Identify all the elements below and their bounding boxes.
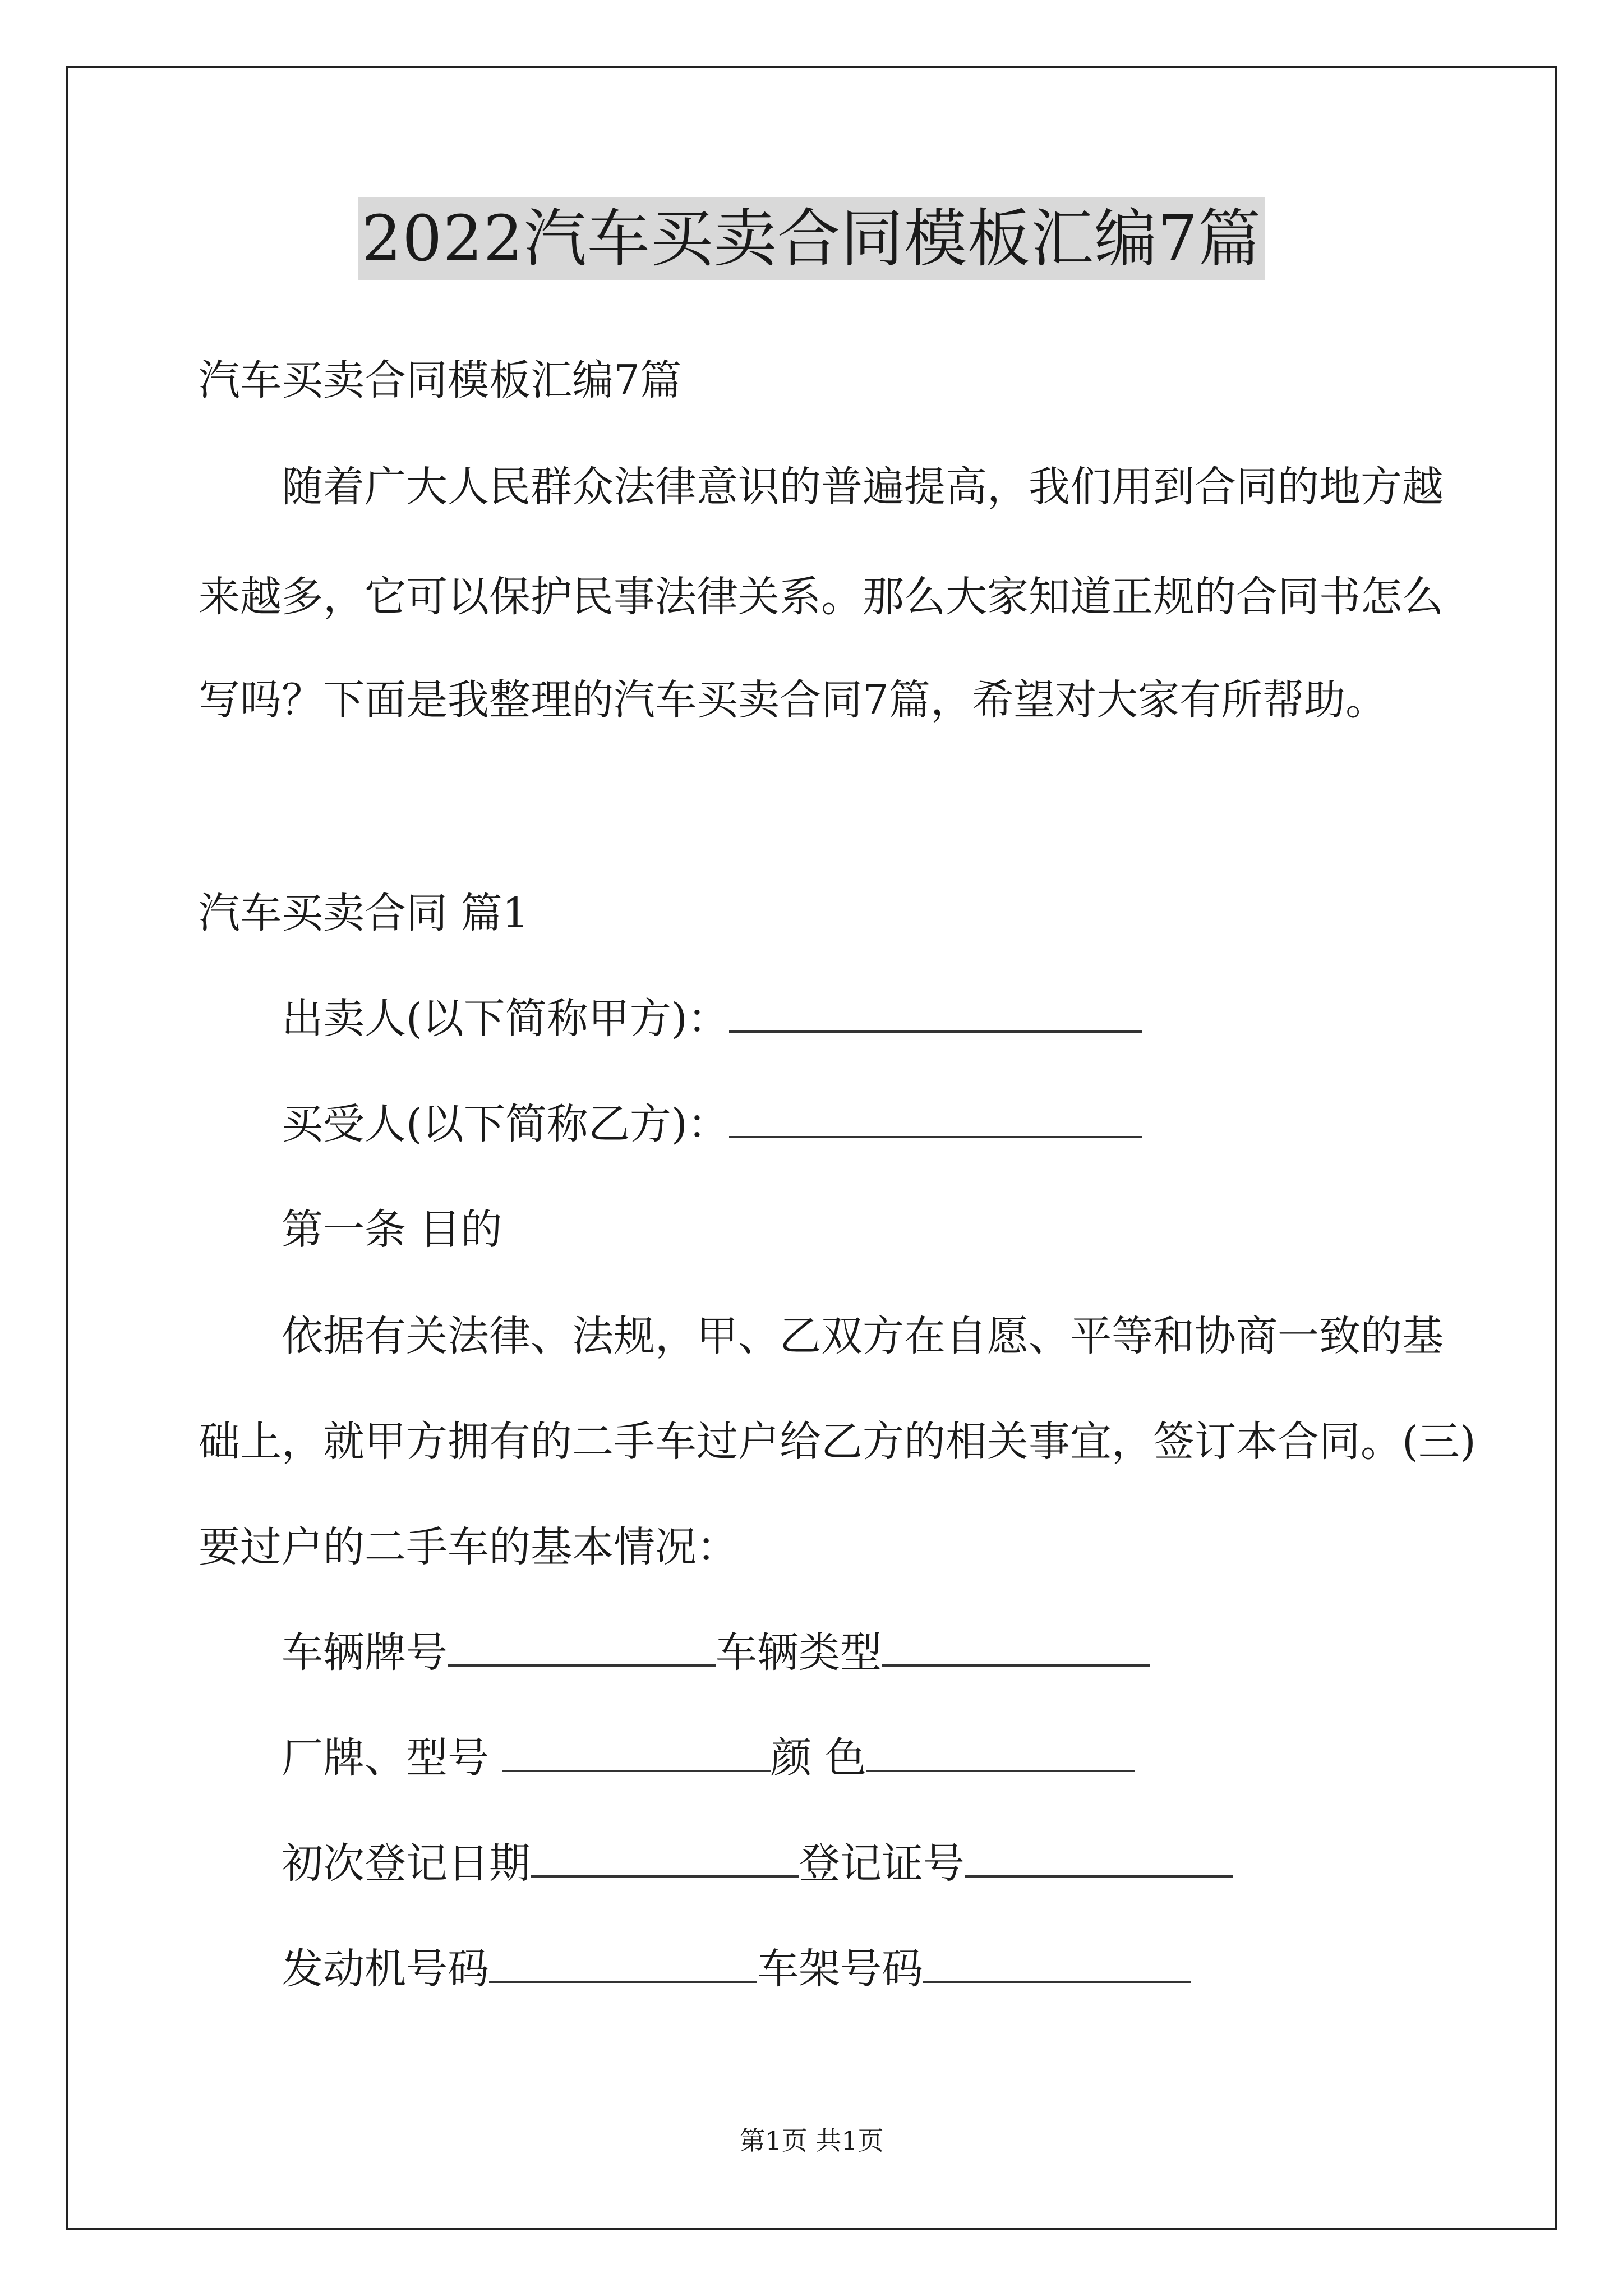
title-wrap xyxy=(0,197,1623,280)
field-blank[interactable] xyxy=(489,1946,757,1983)
purpose-line-1: 依据有关法律、法规，甲、乙双方在自愿、平等和协商一致的基 xyxy=(282,1312,1444,1360)
field-label: 发动机号码 xyxy=(282,1945,489,1993)
buyer-label: 买受人(以下简称乙方)： xyxy=(282,1100,729,1148)
article-one-heading: 第一条 目的 xyxy=(282,1205,502,1254)
intro-line-2: 来越多，它可以保护民事法律关系。那么大家知道正规的合同书怎么 xyxy=(199,573,1444,621)
intro-line-1: 随着广大人民群众法律意识的普遍提高，我们用到合同的地方越 xyxy=(282,463,1444,511)
field-blank[interactable] xyxy=(965,1841,1233,1878)
document-title: 2022汽车买卖合同模板汇编7篇 xyxy=(358,197,1265,280)
field-label: 登记证号 xyxy=(799,1839,965,1888)
field-row-3 xyxy=(282,1835,1233,1892)
field-blank[interactable] xyxy=(882,1630,1150,1667)
seller-label: 出卖人(以下简称甲方)： xyxy=(282,995,729,1043)
field-label: 车架号码 xyxy=(757,1945,923,1993)
buyer-blank[interactable] xyxy=(729,1101,1142,1138)
field-label: 车辆牌号 xyxy=(282,1628,448,1677)
field-blank[interactable] xyxy=(866,1735,1135,1772)
document-subtitle: 汽车买卖合同模板汇编7篇 xyxy=(199,356,682,404)
purpose-line-3: 要过户的二手车的基本情况： xyxy=(199,1523,738,1571)
section-heading: 汽车买卖合同 篇1 xyxy=(199,889,529,937)
field-blank[interactable] xyxy=(502,1735,771,1772)
field-row-2 xyxy=(282,1730,1135,1786)
field-label: 车辆类型 xyxy=(716,1628,882,1677)
field-row-4 xyxy=(282,1941,1191,1997)
field-blank[interactable] xyxy=(531,1841,799,1878)
field-label: 厂牌、型号 xyxy=(282,1734,502,1782)
field-blank[interactable] xyxy=(923,1946,1191,1983)
field-row-1 xyxy=(282,1625,1150,1681)
field-label: 初次登记日期 xyxy=(282,1839,531,1888)
buyer-row xyxy=(282,1096,1142,1152)
purpose-line-2: 础上，就甲方拥有的二手车过户给乙方的相关事宜，签订本合同。(三) xyxy=(199,1418,1476,1466)
page-footer: 第1页 共1页 xyxy=(739,2125,884,2156)
seller-row xyxy=(282,991,1142,1047)
field-label: 颜 色 xyxy=(770,1734,867,1782)
field-blank[interactable] xyxy=(448,1630,716,1667)
seller-blank[interactable] xyxy=(729,996,1142,1033)
intro-line-3: 写吗？下面是我整理的汽车买卖合同7篇，希望对大家有所帮助。 xyxy=(199,676,1387,724)
